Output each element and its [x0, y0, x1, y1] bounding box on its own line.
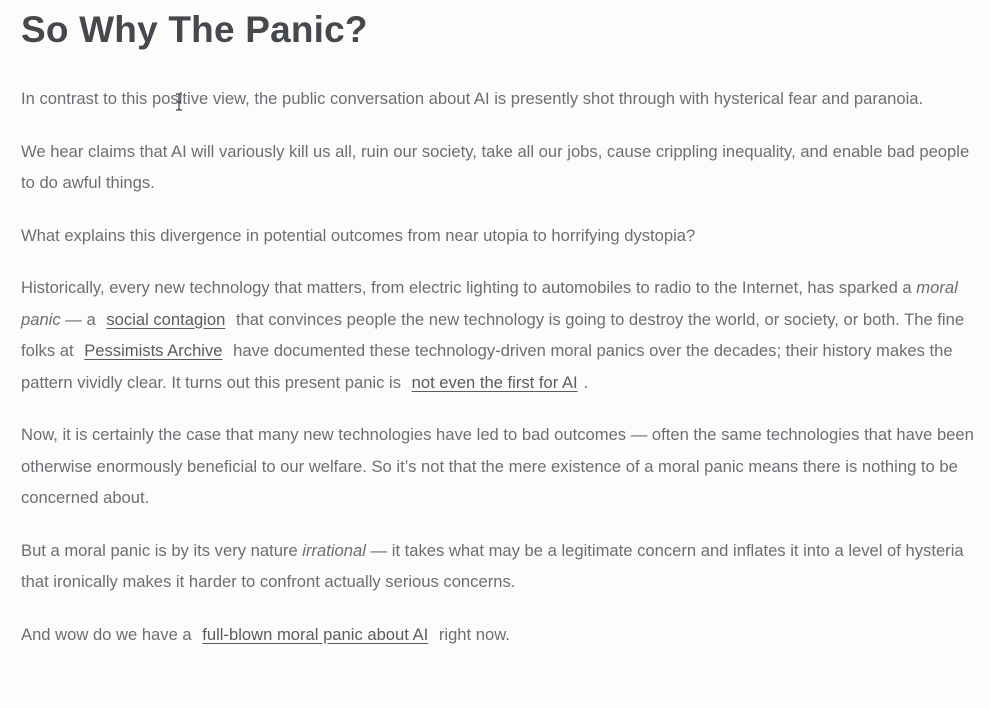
paragraph-4	[21, 272, 976, 398]
paragraph-7-text-2: right now.	[434, 624, 510, 644]
article	[21, 8, 976, 671]
not-even-first-for-ai-link[interactable]: not even the first for AI	[411, 372, 578, 392]
paragraph-4-text-2: — a	[60, 309, 101, 329]
text-cursor-icon	[174, 93, 184, 111]
paragraph-7	[21, 619, 976, 651]
paragraph-3: What explains this divergence in potential outcomes from near utopia to horrifying dystopia?	[21, 225, 696, 245]
social-contagion-link[interactable]: social contagion	[106, 309, 226, 329]
paragraph-4-text-4: have documented these technology-driven moral panics over the decades; their history makes the pattern vividly clear. It turns out this present panic is	[21, 341, 953, 392]
paragraph-6-text-1: But a moral panic is by its very nature	[21, 540, 303, 560]
paragraph-7-text-1: And wow do we have a	[21, 624, 197, 644]
paragraph-1: In contrast to this positive view, the public conversation about AI is presently shot through with hysterical fear and paranoia.	[21, 89, 924, 108]
full-blown-moral-panic-link[interactable]: full-blown moral panic about AI	[202, 624, 429, 644]
irrational-emphasis: irrational	[302, 540, 366, 560]
paragraph-4-text-5: .	[583, 372, 589, 392]
paragraph-6-text-2: — it takes what may be a legitimate concern and inflates it into a level of hysteria that ironically makes it harder to confront actually serious concerns.	[21, 540, 964, 591]
moral-panic-emphasis: moral panic	[21, 278, 958, 329]
paragraph-4-text-1: Historically, every new technology that matters, from electric lighting to automobiles to radio to the Internet, has sparked a	[21, 278, 917, 297]
paragraph-5: Now, it is certainly the case that many new technologies have led to bad outcomes — often the same technologies that have been otherwise enormously beneficial to our welfare. So it’s not that the mere existence of a moral panic means there is nothing to be concerned about.	[21, 425, 974, 507]
pessimists-archive-link[interactable]: Pessimists Archive	[84, 341, 223, 360]
paragraph-4-text-3: that convinces people the new technology is going to destroy the world, or society, or both. The fine folks at	[21, 309, 965, 360]
paragraph-2: We hear claims that AI will variously kill us all, ruin our society, take all our jobs, cause crippling inequality, and enable bad people to do awful things.	[21, 141, 970, 192]
paragraph-6	[21, 535, 976, 598]
article-title: So Why The Panic?	[21, 9, 368, 50]
